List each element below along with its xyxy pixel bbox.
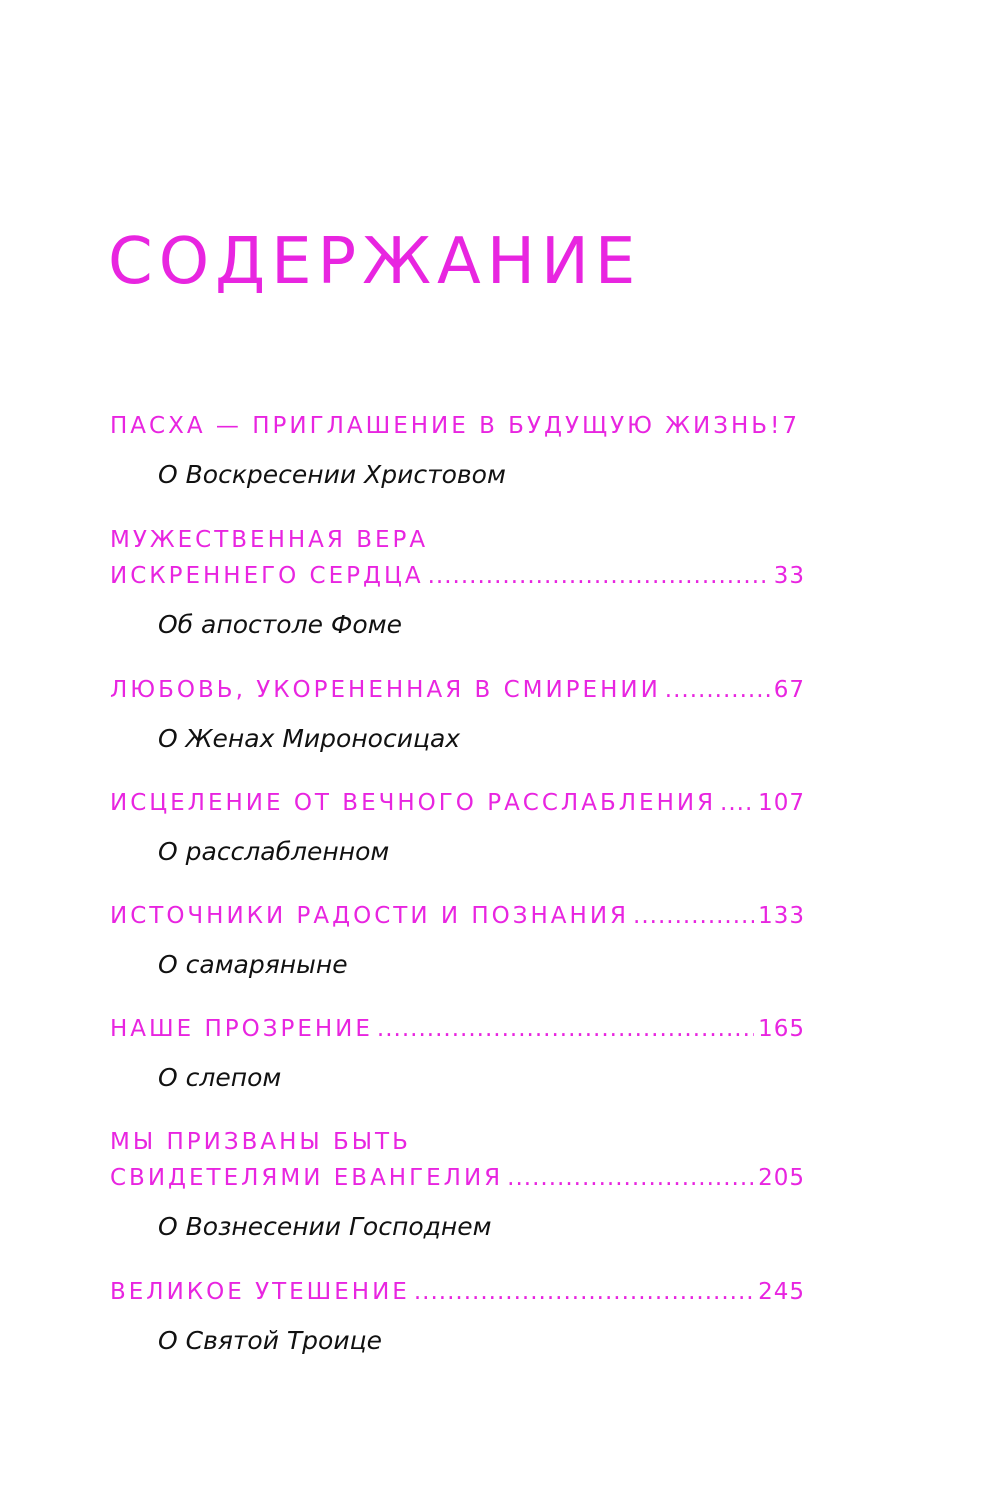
toc-entry[interactable] bbox=[110, 1124, 805, 1245]
toc-entry[interactable] bbox=[110, 1011, 805, 1096]
toc-entry[interactable] bbox=[110, 1274, 805, 1359]
dot-leader bbox=[507, 1160, 754, 1196]
page-number: 205 bbox=[758, 1165, 805, 1191]
page-number: 67 bbox=[773, 677, 805, 703]
toc-entry[interactable] bbox=[110, 408, 805, 493]
chapter-title bbox=[110, 1124, 805, 1196]
dot-leader bbox=[377, 1011, 754, 1047]
chapter-title bbox=[110, 898, 805, 934]
chapter-subtitle: О расслабленном bbox=[158, 837, 390, 866]
dot-leader bbox=[665, 672, 770, 708]
chapter-subtitle: О слепом bbox=[158, 1063, 282, 1092]
chapter-title-line: ИСЦЕЛЕНИЕ ОТ ВЕЧНОГО РАССЛАБЛЕНИЯ bbox=[110, 790, 717, 816]
chapter-subtitle: О Вознесении Господнем bbox=[158, 1212, 492, 1241]
chapter-title bbox=[110, 522, 805, 594]
dot-leader bbox=[414, 1274, 754, 1310]
toc-entry[interactable] bbox=[110, 898, 805, 983]
dot-leader bbox=[720, 785, 754, 821]
dot-leader bbox=[633, 898, 754, 934]
chapter-subtitle: О Воскресении Христовом bbox=[158, 460, 506, 489]
chapter-subtitle: О Святой Троице bbox=[158, 1326, 382, 1355]
page-number: 107 bbox=[758, 790, 805, 816]
chapter-subtitle: О Женах Мироносицах bbox=[158, 724, 461, 753]
page-number: 165 bbox=[758, 1016, 805, 1042]
chapter-title-line: НАШЕ ПРОЗРЕНИЕ bbox=[110, 1016, 373, 1042]
dot-leader bbox=[428, 558, 770, 594]
chapter-title-line: ИСКРЕННЕГО СЕРДЦА bbox=[110, 563, 424, 589]
page-title: СОДЕРЖАНИЕ bbox=[108, 225, 642, 299]
chapter-title-line: ПАСХА — ПРИГЛАШЕНИЕ В БУДУЩУЮ ЖИЗНЬ! bbox=[110, 413, 783, 439]
chapter-title bbox=[110, 672, 805, 708]
chapter-subtitle: О самаряныне bbox=[158, 950, 348, 979]
chapter-subtitle: Об апостоле Фоме bbox=[158, 610, 402, 639]
toc-entry[interactable] bbox=[110, 522, 805, 643]
toc-entry[interactable] bbox=[110, 672, 805, 757]
chapter-title-line: СВИДЕТЕЛЯМИ ЕВАНГЕЛИЯ bbox=[110, 1165, 504, 1191]
page-number: 33 bbox=[773, 563, 805, 589]
chapter-title bbox=[110, 785, 805, 821]
page-number: 133 bbox=[758, 903, 805, 929]
chapter-title-line: ВЕЛИКОЕ УТЕШЕНИЕ bbox=[110, 1279, 410, 1305]
page-number: 7 bbox=[782, 413, 798, 439]
toc-entry[interactable] bbox=[110, 785, 805, 870]
chapter-title-line: МЫ ПРИЗВАНЫ БЫТЬ bbox=[110, 1129, 411, 1155]
chapter-title bbox=[110, 408, 805, 444]
chapter-title bbox=[110, 1011, 805, 1047]
chapter-title-line: ИСТОЧНИКИ РАДОСТИ И ПОЗНАНИЯ bbox=[110, 903, 630, 929]
page-number: 245 bbox=[758, 1279, 805, 1305]
chapter-title bbox=[110, 1274, 805, 1310]
chapter-title-line: МУЖЕСТВЕННАЯ ВЕРА bbox=[110, 527, 429, 553]
chapter-title-line: ЛЮБОВЬ, УКОРЕНЕННАЯ В СМИРЕНИИ bbox=[110, 677, 661, 703]
